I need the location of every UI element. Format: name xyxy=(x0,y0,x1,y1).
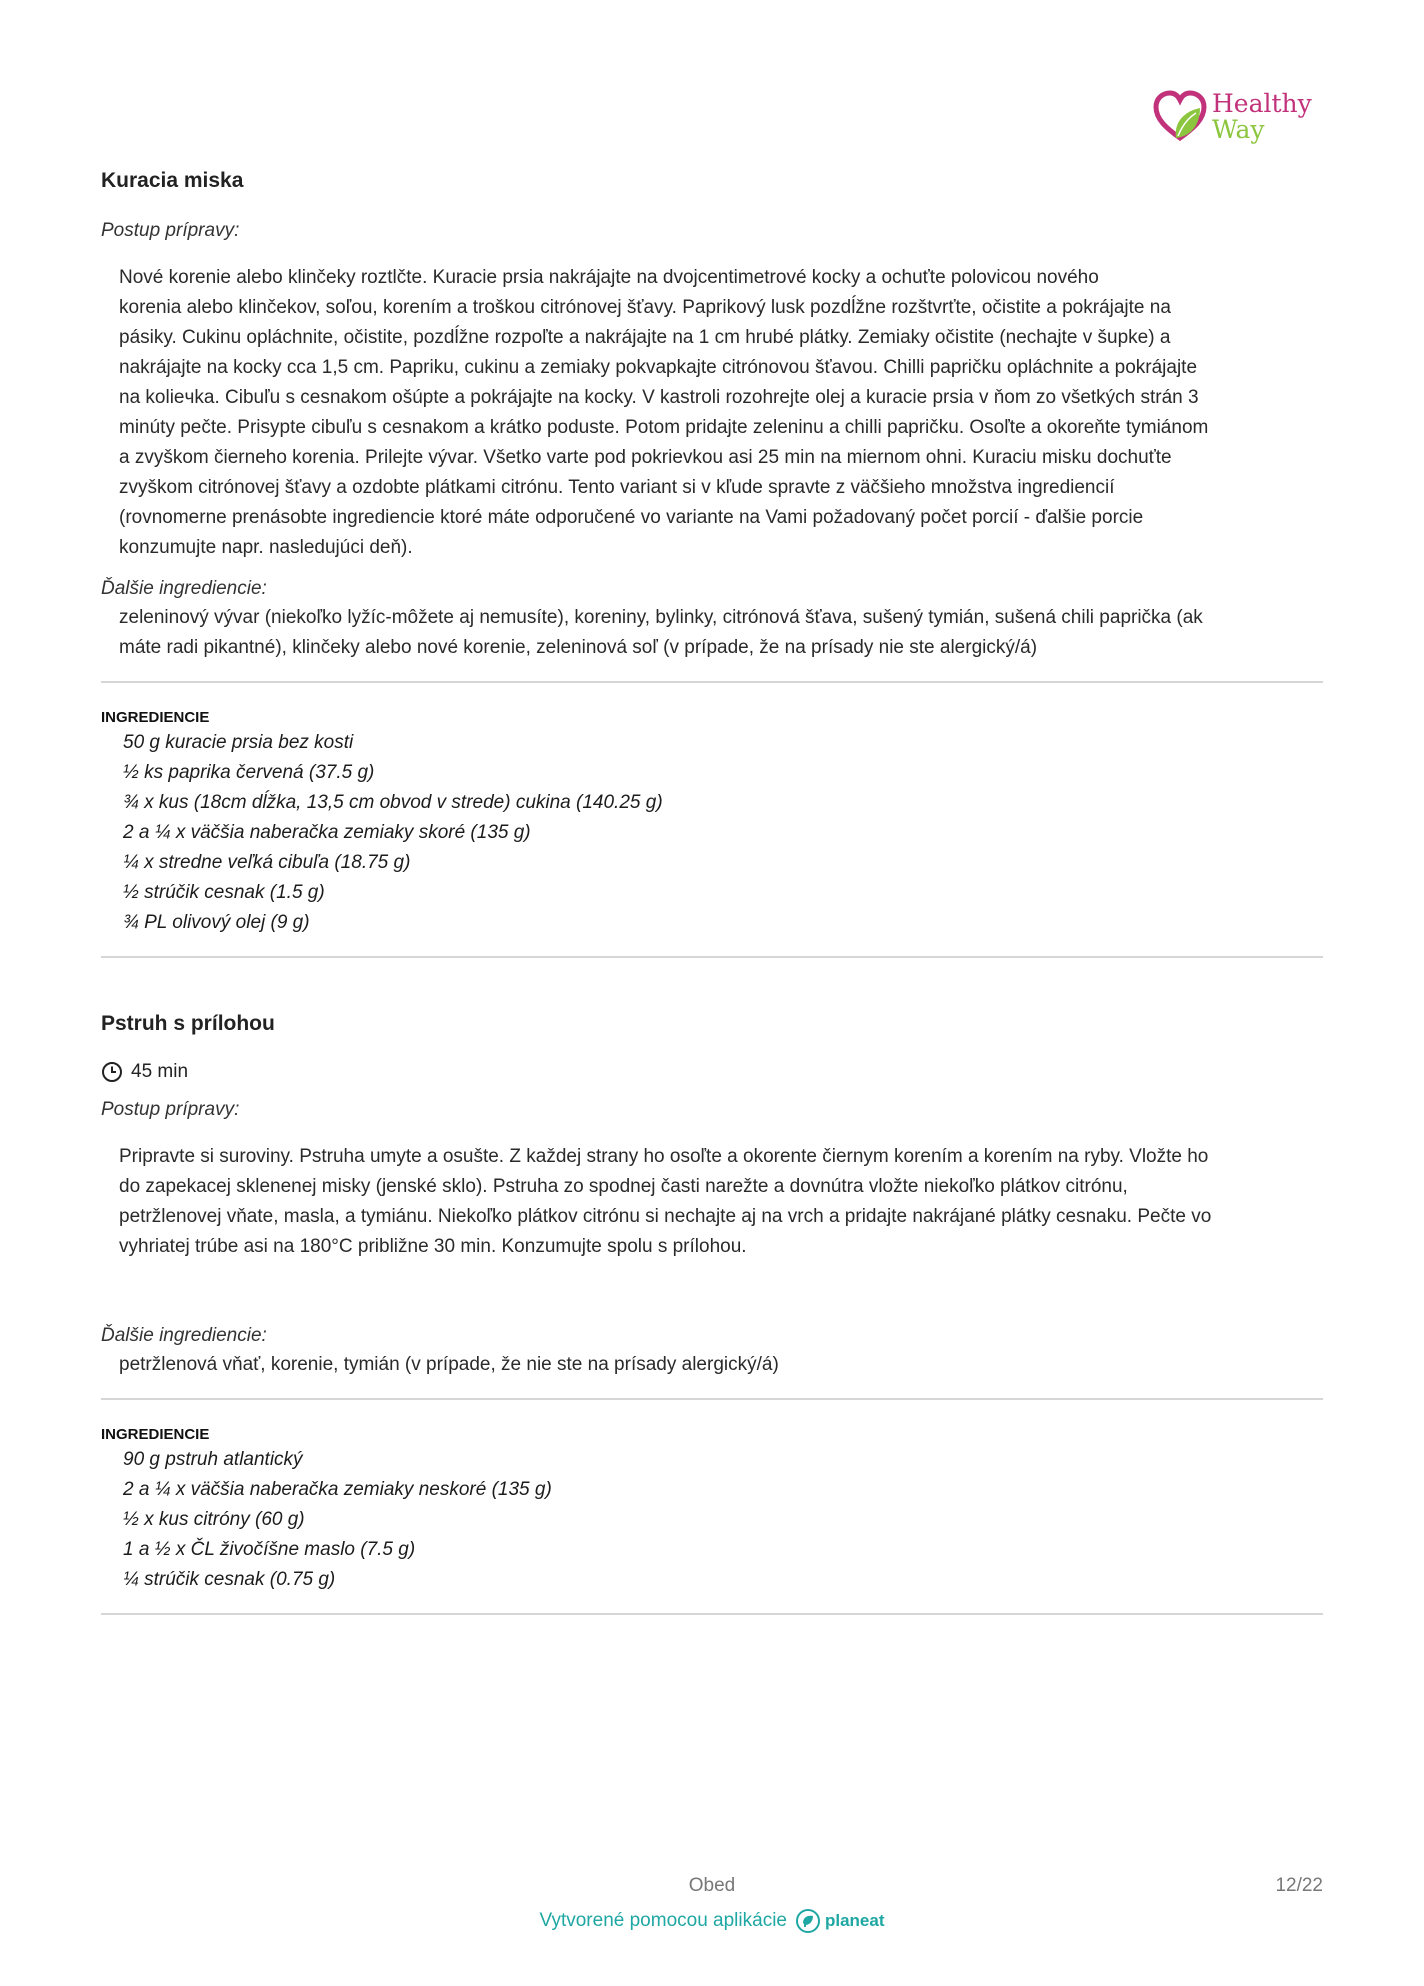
ingredient-item: 90 g pstruh atlantický xyxy=(123,1449,303,1470)
ingredients-heading: INGREDIENCIE xyxy=(101,1426,210,1443)
prep-line: vyhriatej trúbe asi na 180°C približne 30 min. Konzumujte spolu s prílohou. xyxy=(119,1236,747,1257)
extra-line: petržlenová vňať, korenie, tymián (v prípade, že nie ste na prísady alergický/á) xyxy=(119,1354,779,1375)
ingredient-item: ½ strúčik cesnak (1.5 g) xyxy=(123,882,325,903)
heart-leaf-icon xyxy=(1152,88,1208,144)
ingredient-item: ¾ PL olivový olej (9 g) xyxy=(123,912,310,933)
ingredient-item: 1 a ½ x ČL živočíšne maslo (7.5 g) xyxy=(123,1539,416,1560)
ingredient-item: 50 g kuracie prsia bez kosti xyxy=(123,732,354,753)
prep-label: Postup prípravy: xyxy=(101,1099,240,1120)
recipe-title: Kuracia miska xyxy=(101,169,244,192)
prep-line: pásiky. Cukinu opláchnite, očistite, pozdĺžne rozpoľte a nakrájajte na 1 cm hrubé plátky. Zemiaky očistite (nechajte v šupke) a xyxy=(119,327,1171,348)
ingredients-heading: INGREDIENCIE xyxy=(101,709,210,726)
divider xyxy=(101,956,1323,958)
recipe-title: Pstruh s prílohou xyxy=(101,1012,275,1035)
extra-ingredients-label: Ďalšie ingrediencie: xyxy=(101,1325,267,1346)
ingredients-list xyxy=(101,728,1323,938)
extra-ingredients xyxy=(101,1350,1323,1380)
clock-icon xyxy=(101,1061,123,1083)
prep-line: nakrájajte na kocky cca 1,5 cm. Papriku, cukinu a zemiaky pokvapkajte citrónovou šťavou. Chilli papričku opláchnite a pokrájajte xyxy=(119,357,1198,378)
extra-ingredients xyxy=(101,603,1323,663)
prep-line: korenia alebo klinčekov, soľou, korením a troškou citrónovej šťavy. Paprikový lusk pozdĺžne rozštvrťte, očistite a pokrájajte na xyxy=(119,297,1171,318)
ingredient-item: ¼ x stredne veľká cibuľa (18.75 g) xyxy=(123,852,411,873)
recipe-pstruh-s-prilohou xyxy=(101,1011,1323,1615)
logo-text-line1: Healthy xyxy=(1212,89,1312,118)
prep-time-value: 45 min xyxy=(131,1061,189,1082)
healthy-way-logo xyxy=(1152,88,1324,148)
prep-steps xyxy=(101,263,1323,563)
planeat-logo[interactable] xyxy=(795,1908,885,1934)
ingredient-item: 2 a ¼ x väčšia naberačka zemiaky neskoré (135 g) xyxy=(123,1479,552,1500)
recipe-kuracia-miska xyxy=(101,168,1323,958)
ingredient-item: ¾ x kus (18cm dĺžka, 13,5 cm obvod v strede) cukina (140.25 g) xyxy=(123,792,663,813)
ingredient-item: 2 a ¼ x väčšia naberačka zemiaky skoré (135 g) xyxy=(123,822,531,843)
ingredients-list xyxy=(101,1445,1323,1595)
logo-text-line2: Way xyxy=(1212,115,1265,144)
prep-line: a zvyškom čierneho korenia. Prilejte vývar. Všetko varte pod pokrievkou asi 25 min na miernom ohni. Kuraciu misku dochuťte xyxy=(119,447,1172,468)
prep-label: Postup prípravy: xyxy=(101,220,240,241)
prep-line: petržlenovej vňate, masla, a tymiánu. Niekoľko plátkov citrónu si nechajte aj na vrch a pridajte nakrájané plátky cesnaku. Pečte vo xyxy=(119,1206,1212,1227)
planeat-icon xyxy=(795,1908,821,1934)
prep-line: do zapekacej sklenenej misky (jenské sklo). Pstruha zo spodnej časti narežte a dovnútra vložte niekoľko plátkov citrónu, xyxy=(119,1176,1128,1197)
prep-line: (rovnomerne prenásobte ingrediencie ktoré máte odporučené vo variante na Vami požadovaný počet porcií - ďalšie porcie xyxy=(119,507,1144,528)
divider xyxy=(101,1613,1323,1615)
prep-time xyxy=(101,1060,1323,1084)
prep-line: Pripravte si suroviny. Pstruha umyte a osušte. Z každej strany ho osoľte a okorente čiernym korením a korením na ryby. Vložte ho xyxy=(119,1146,1209,1167)
prep-line: minúty pečte. Prisypte cibuľu s cesnakom a krátko poduste. Potom pridajte zeleninu a chilli papričku. Osoľte a okoreňte tymiánom xyxy=(119,417,1209,438)
made-with-footer[interactable] xyxy=(0,1908,1424,1934)
divider xyxy=(101,1398,1323,1400)
page-number: 12/22 xyxy=(1275,1875,1323,1896)
made-with-text: Vytvorené pomocou aplikácie xyxy=(539,1910,787,1931)
footer-section-name: Obed xyxy=(688,1875,736,1896)
ingredient-item: ½ x kus citróny (60 g) xyxy=(123,1509,305,1530)
prep-line: zvyškom citrónovej šťavy a ozdobte plátkami citrónu. Tento variant si v kľude spravte z väčšieho množstva ingrediencií xyxy=(119,477,1115,498)
prep-line: na kolieчka. Cibuľu s cesnakom ošúpte a pokrájajte na kocky. V kastroli rozohrejte olej a kuracie prsia v ňom zo všetkých strán 3 xyxy=(119,387,1199,408)
prep-steps xyxy=(101,1142,1323,1262)
ingredient-item: ½ ks paprika červená (37.5 g) xyxy=(123,762,375,783)
extra-ingredients-label: Ďalšie ingrediencie: xyxy=(101,578,267,599)
planeat-brand: planeat xyxy=(824,1911,885,1930)
divider xyxy=(101,681,1323,683)
prep-line: konzumujte napr. nasledujúci deň). xyxy=(119,537,413,558)
prep-line: Nové korenie alebo klinčeky roztlčte. Kuracie prsia nakrájajte na dvojcentimetrové kocky a ochuťte polovicou nového xyxy=(119,267,1099,288)
extra-line: zeleninový vývar (niekoľko lyžíc-môžete aj nemusíte), koreniny, bylinky, citrónová šťava, sušený tymián, sušená chili paprička (ak xyxy=(119,607,1203,628)
ingredient-item: ¼ strúčik cesnak (0.75 g) xyxy=(123,1569,336,1590)
extra-line: máte radi pikantné), klinčeky alebo nové korenie, zeleninová soľ (v prípade, že na prísady nie ste alergický/á) xyxy=(119,637,1038,658)
